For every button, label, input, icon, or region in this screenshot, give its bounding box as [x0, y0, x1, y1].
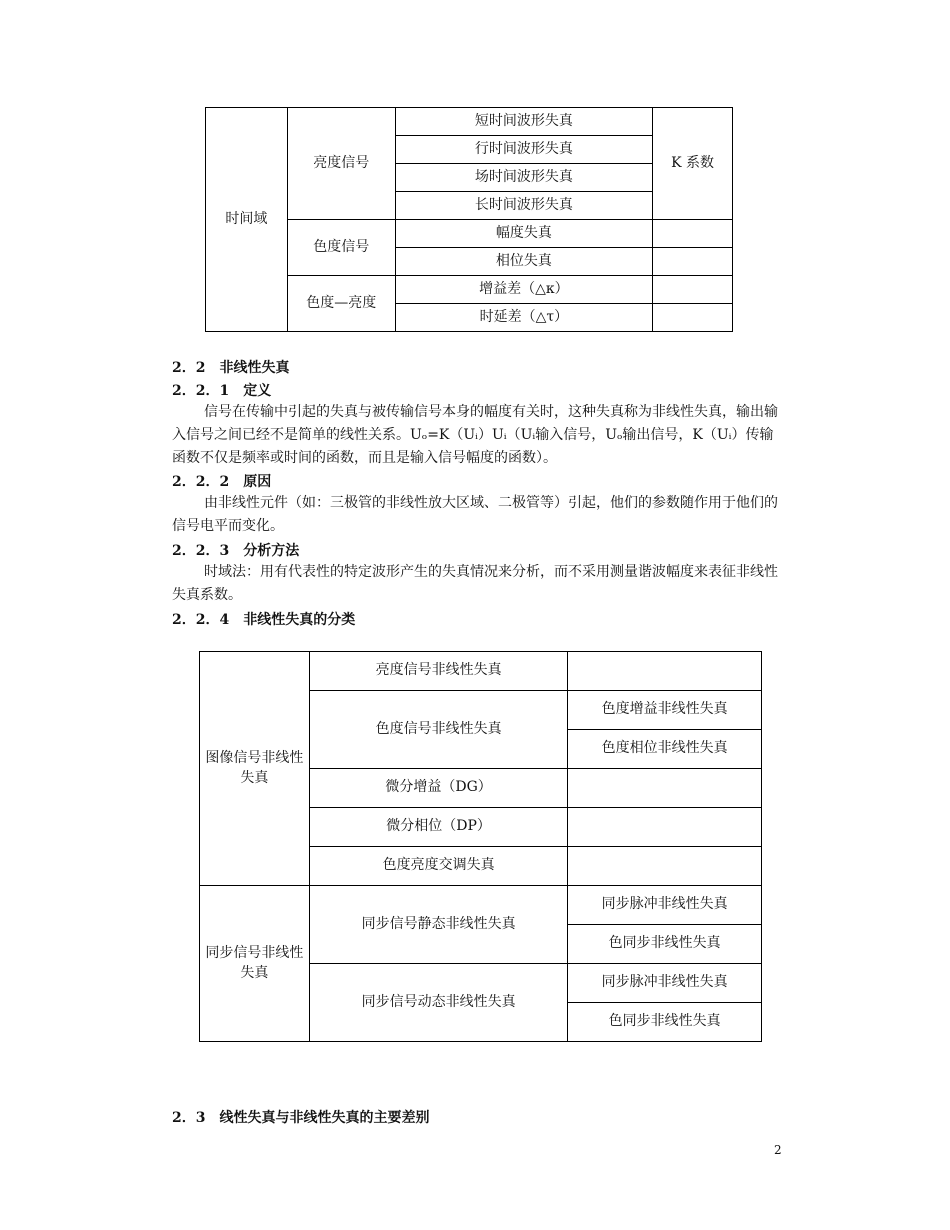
empty-cell — [653, 276, 733, 304]
dp-cell: 微分相位（DP） — [309, 808, 568, 847]
sync-static-cell: 同步信号静态非线性失真 — [309, 886, 568, 964]
chroma-luma-item-cell: 时延差（△τ） — [395, 304, 652, 332]
empty-cell — [653, 220, 733, 248]
method-paragraph: 时域法：用有代表性的特定波形产生的失真情况来分析，而不采用测量谐波幅度来表征非线性失真系数。 — [172, 564, 778, 603]
image-group-cell: 图像信号非线性失真 — [200, 652, 310, 886]
luma-item-cell: 短时间波形失真 — [395, 108, 652, 136]
empty-cell — [653, 248, 733, 276]
empty-cell — [568, 847, 762, 886]
section-2-2-3-heading: 2．2．3 分析方法 — [172, 543, 300, 559]
empty-cell — [568, 652, 762, 691]
page-number: 2 — [774, 1143, 782, 1157]
section-2-2-1-heading: 2．2．1 定义 — [172, 383, 272, 399]
dg-cell: 微分增益（DG） — [309, 769, 568, 808]
linear-distortion-table — [205, 107, 733, 332]
chroma-gain-nl-cell: 色度增益非线性失真 — [568, 691, 762, 730]
time-domain-cell: 时间域 — [206, 108, 288, 332]
chroma-signal-cell: 色度信号 — [287, 220, 395, 276]
sync-pulse-nl-cell: 同步脉冲非线性失真 — [568, 964, 762, 1003]
chroma-item-cell: 相位失真 — [395, 248, 652, 276]
luma-nl-cell: 亮度信号非线性失真 — [309, 652, 568, 691]
luma-item-cell: 场时间波形失真 — [395, 164, 652, 192]
empty-cell — [568, 769, 762, 808]
k-factor-cell: K 系数 — [653, 108, 733, 220]
chroma-phase-nl-cell: 色度相位非线性失真 — [568, 730, 762, 769]
luma-item-cell: 长时间波形失真 — [395, 192, 652, 220]
section-2-2-heading: 2．2 非线性失真 — [172, 360, 290, 376]
chroma-item-cell: 幅度失真 — [395, 220, 652, 248]
chroma-nl-cell: 色度信号非线性失真 — [309, 691, 568, 769]
section-2-3-heading: 2．3 线性失真与非线性失真的主要差别 — [172, 1110, 430, 1126]
empty-cell — [653, 304, 733, 332]
sync-pulse-nl-cell: 同步脉冲非线性失真 — [568, 886, 762, 925]
definition-paragraph: 信号在传输中引起的失真与被传输信号本身的幅度有关时，这种失真称为非线性失真，输出输入信号之间已经不是简单的线性关系。Uₒ=K（Uᵢ）Uᵢ（Uᵢ输入信号，Uₒ输出信号，K（Uᵢ）传输函数不仅是频率或时间的函数，而且是输入信号幅度的函数）。 — [172, 404, 778, 466]
chroma-luma-item-cell: 增益差（△κ） — [395, 276, 652, 304]
chroma-luma-cell: 色度—亮度 — [287, 276, 395, 332]
intermod-cell: 色度亮度交调失真 — [309, 847, 568, 886]
color-sync-nl-cell: 色同步非线性失真 — [568, 925, 762, 964]
color-sync-nl-cell: 色同步非线性失真 — [568, 1003, 762, 1042]
nonlinear-distortion-table — [199, 651, 762, 1042]
luma-item-cell: 行时间波形失真 — [395, 136, 652, 164]
cause-paragraph: 由非线性元件（如：三极管的非线性放大区域、二极管等）引起，他们的参数随作用于他们的信号电平而变化。 — [172, 495, 778, 534]
empty-cell — [568, 808, 762, 847]
section-2-2-2-heading: 2．2．2 原因 — [172, 474, 272, 490]
luma-signal-cell: 亮度信号 — [287, 108, 395, 220]
sync-dynamic-cell: 同步信号动态非线性失真 — [309, 964, 568, 1042]
section-2-2-4-heading: 2．2．4 非线性失真的分类 — [172, 612, 356, 628]
sync-group-cell: 同步信号非线性失真 — [200, 886, 310, 1042]
